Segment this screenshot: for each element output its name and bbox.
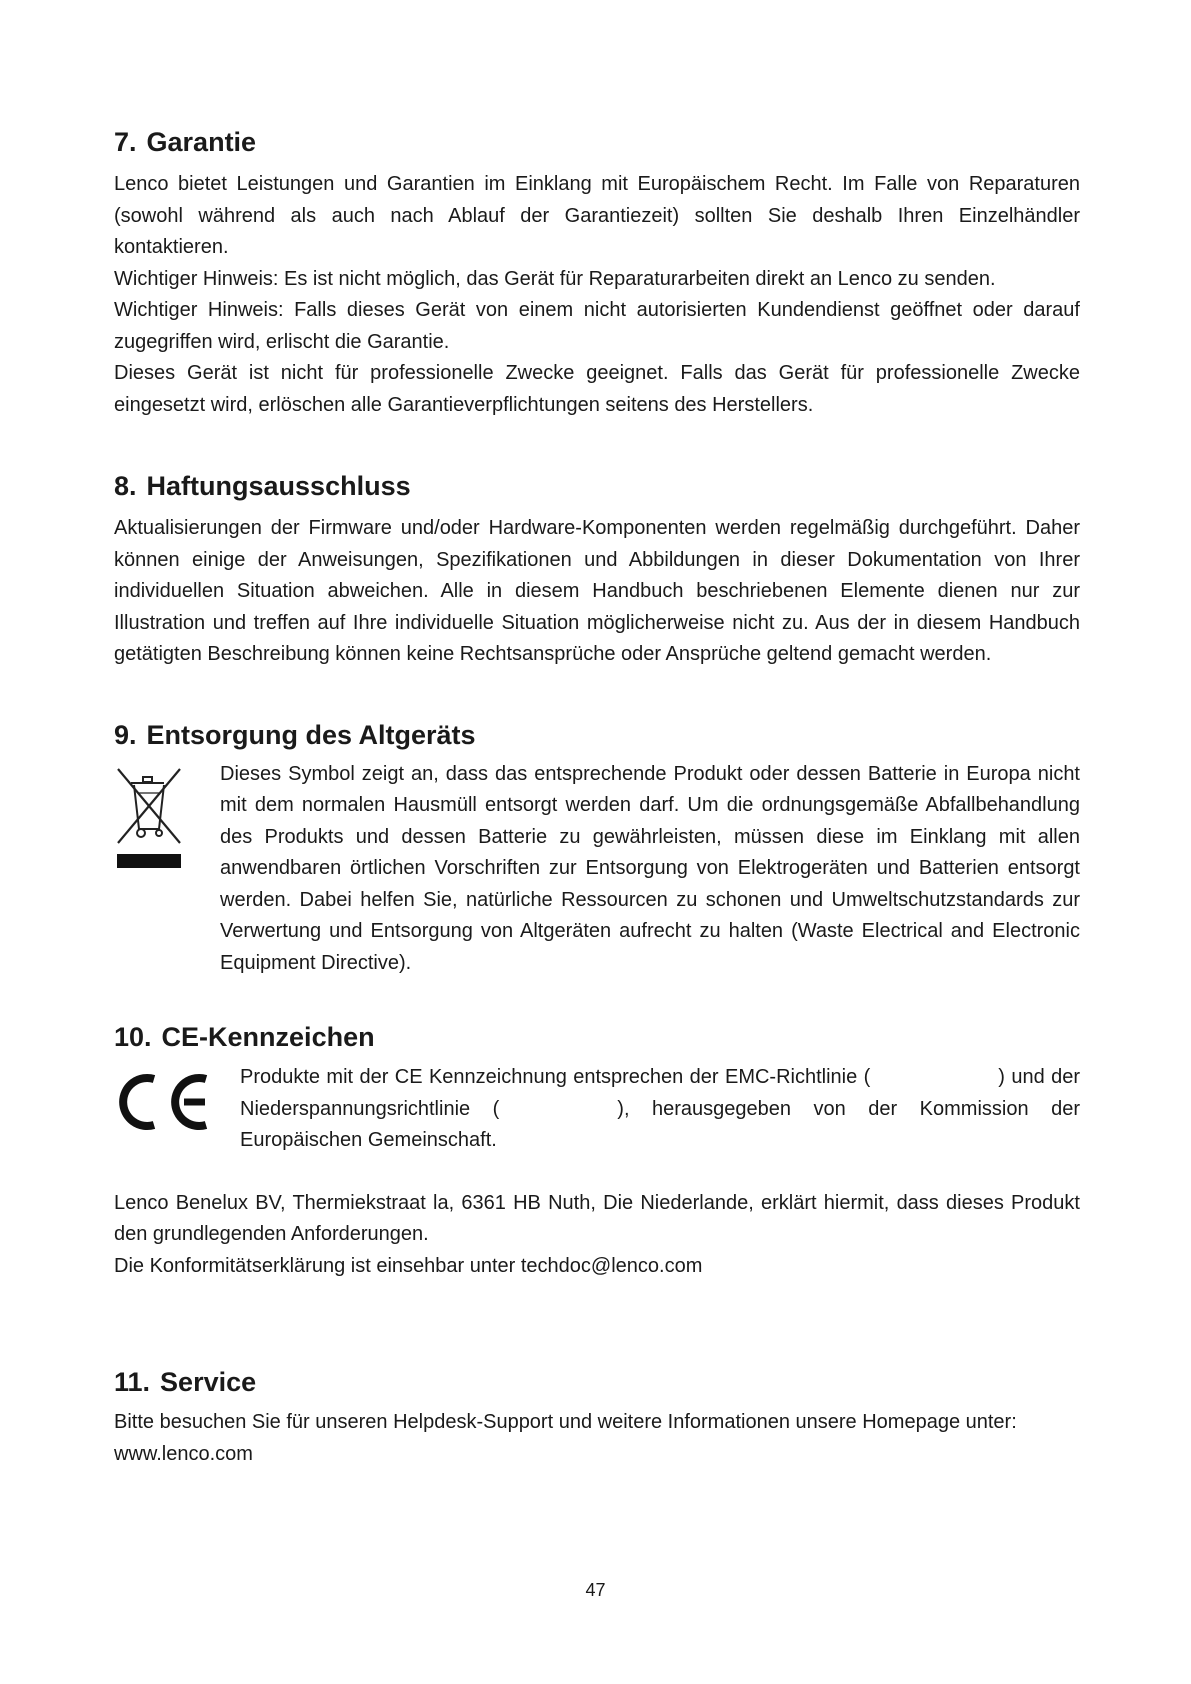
- paragraph: Dieses Gerät ist nicht für professionelle Zwecke geeignet. Falls das Gerät für professionelle Zwecke eingesetzt wird, erlöschen alle Garantieverpflichtungen seitens des Herstellers.: [114, 362, 1080, 416]
- declaration-block: [114, 1188, 1080, 1283]
- section-garantie: [114, 124, 1080, 421]
- paragraph: Wichtiger Hinweis: Falls dieses Gerät von einem nicht autorisierten Kundendienst geöffnet oder darauf zugegriffen wird, erlischt die Garantie.: [114, 299, 1080, 353]
- section-heading: [114, 717, 1080, 753]
- paragraph: Die Konformitätserklärung ist einsehbar unter techdoc@lenco.com: [114, 1254, 703, 1277]
- paragraph: Lenco bietet Leistungen und Garantien im Einklang mit Europäischem Recht. Im Falle von Reparaturen (sowohl während als auch nach Ablauf der Garantiezeit) sollten Sie deshalb Ihren Einzelhändler kontaktieren.: [114, 173, 1080, 258]
- paragraph: Aktualisierungen der Firmware und/oder Hardware-Komponenten werden regelmäßig durchgeführt. Daher können einige der Anweisungen, Spezifikationen und Abbildungen in dieser Dokumentation von Ihrer individuellen Situation abweichen. Alle in diesem Handbuch beschriebenen Elemente dienen nur zur Illustration und treffen auf Ihre individuelle Situation möglicherweise nicht zu. Aus der in diesem Handbuch getätigten Beschreibung können keine Rechtsansprüche oder Ansprüche geltend gemacht werden.: [114, 517, 1080, 665]
- paragraph: Bitte besuchen Sie für unseren Helpdesk-Support und weitere Informationen unsere Homepage unter: www.lenco.com: [114, 1411, 1017, 1465]
- paragraph: Dieses Symbol zeigt an, dass das entsprechende Produkt oder dessen Batterie in Europa nicht mit dem normalen Hausmüll entsorgt werden darf. Um die ordnungsgemäße Abfallbehandlung des Produkts und dessen Batterie zu gewährleisten, müssen diese im Einklang mit allen anwendbaren örtlichen Vorschriften zur Entsorgung von Elektrogeräten und Batterien entsorgt werden. Dabei helfen Sie, natürliche Ressourcen zu schonen und Umweltschutzstandards zur Verwertung und Entsorgung von Altgeräten aufrecht zu halten (Waste Electrical and Electronic Equipment Directive).: [220, 762, 1080, 974]
- section-number: 8.: [114, 471, 137, 501]
- ce-row: [114, 1062, 1080, 1157]
- section-heading: [114, 124, 1080, 160]
- section-heading: [114, 1364, 1080, 1400]
- section-number: 10.: [114, 1022, 152, 1052]
- crossed-out-wheelie-bin-icon: [114, 759, 220, 878]
- section-heading: [114, 468, 1080, 504]
- section-title: Service: [160, 1367, 257, 1397]
- section-ce-kennzeichen: [114, 1019, 1080, 1282]
- section-number: 11.: [114, 1367, 151, 1397]
- section-entsorgung: [114, 717, 1080, 980]
- section-title: CE-Kennzeichen: [161, 1022, 375, 1052]
- section-number: 7.: [114, 127, 137, 157]
- section-service: [114, 1364, 1080, 1470]
- page-number: 47: [585, 1580, 606, 1600]
- text-span: ), herausgegeben von der Kommission der Europäischen Gemeinschaft.: [240, 1097, 1080, 1151]
- page-content: [114, 124, 1080, 1470]
- paragraph: Wichtiger Hinweis: Es ist nicht möglich, das Gerät für Reparaturarbeiten direkt an Lenco zu senden.: [114, 267, 996, 290]
- section-haftungsausschluss: [114, 468, 1080, 671]
- section-number: 9.: [114, 719, 137, 750]
- ce-mark-icon: [114, 1062, 240, 1139]
- text-span: Produkte mit der CE Kennzeichnung entsprechen der EMC-Richtlinie (: [240, 1066, 871, 1088]
- paragraph: [240, 1062, 1080, 1157]
- section-title: Entsorgung des Altgeräts: [146, 719, 476, 750]
- text-span: ) und der Niederspannungsrichtlinie (: [240, 1066, 1080, 1120]
- section-title: Haftungsausschluss: [146, 471, 411, 501]
- weee-row: [114, 759, 1080, 980]
- paragraph: Lenco Benelux BV, Thermiekstraat la, 6361 HB Nuth, Die Niederlande, erklärt hiermit, dass dieses Produkt den grundlegenden Anforderungen.: [114, 1191, 1080, 1245]
- section-heading: [114, 1019, 1080, 1055]
- section-title: Garantie: [146, 127, 257, 157]
